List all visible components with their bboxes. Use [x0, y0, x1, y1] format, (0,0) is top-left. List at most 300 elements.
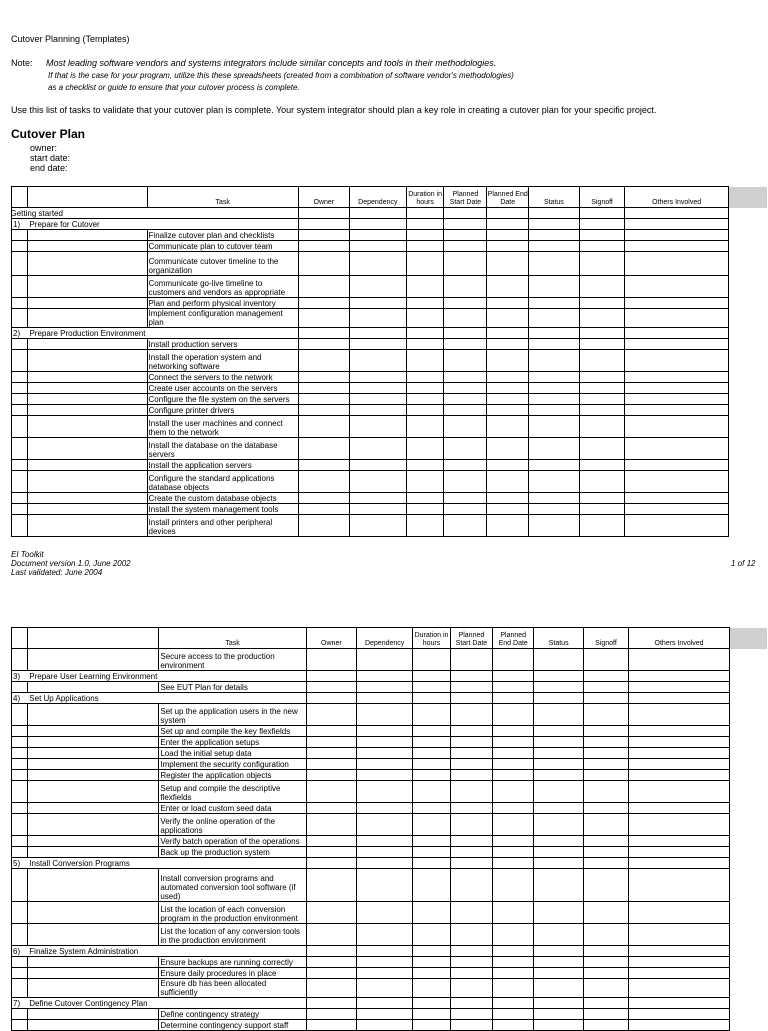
duration-cell[interactable] [406, 438, 444, 460]
others-involved-cell[interactable] [628, 968, 729, 979]
status-cell[interactable] [534, 803, 584, 814]
owner-cell[interactable] [306, 869, 356, 902]
signoff-cell[interactable] [579, 208, 625, 219]
status-cell[interactable] [534, 836, 584, 847]
dependency-cell[interactable] [356, 781, 412, 803]
signoff-cell[interactable] [579, 460, 625, 471]
planned-start-cell[interactable] [444, 394, 487, 405]
others-involved-cell[interactable] [628, 998, 729, 1009]
owner-cell[interactable] [306, 649, 356, 671]
owner-cell[interactable] [298, 230, 349, 241]
duration-cell[interactable] [413, 968, 450, 979]
signoff-cell[interactable] [579, 504, 625, 515]
planned-end-cell[interactable] [493, 946, 534, 957]
planned-start-cell[interactable] [450, 671, 493, 682]
planned-end-cell[interactable] [493, 847, 534, 858]
dependency-cell[interactable] [356, 847, 412, 858]
dependency-cell[interactable] [356, 649, 412, 671]
planned-end-cell[interactable] [493, 1009, 534, 1020]
duration-cell[interactable] [413, 803, 450, 814]
owner-cell[interactable] [306, 693, 356, 704]
owner-cell[interactable] [298, 328, 349, 339]
planned-end-cell[interactable] [487, 309, 528, 328]
duration-cell[interactable] [406, 493, 444, 504]
others-involved-cell[interactable] [628, 726, 729, 737]
owner-cell[interactable] [306, 998, 356, 1009]
signoff-cell[interactable] [584, 836, 629, 847]
status-cell[interactable] [528, 208, 579, 219]
owner-cell[interactable] [298, 493, 349, 504]
planned-start-cell[interactable] [450, 649, 493, 671]
owner-cell[interactable] [298, 219, 349, 230]
dependency-cell[interactable] [349, 219, 406, 230]
others-involved-cell[interactable] [628, 748, 729, 759]
others-involved-cell[interactable] [625, 460, 729, 471]
status-cell[interactable] [528, 515, 579, 537]
planned-start-cell[interactable] [450, 803, 493, 814]
status-cell[interactable] [534, 726, 584, 737]
owner-cell[interactable] [306, 836, 356, 847]
duration-cell[interactable] [413, 770, 450, 781]
signoff-cell[interactable] [584, 770, 629, 781]
others-involved-cell[interactable] [625, 328, 729, 339]
owner-cell[interactable] [306, 704, 356, 726]
others-involved-cell[interactable] [628, 979, 729, 998]
signoff-cell[interactable] [579, 471, 625, 493]
signoff-cell[interactable] [584, 682, 629, 693]
planned-start-cell[interactable] [450, 836, 493, 847]
duration-cell[interactable] [413, 737, 450, 748]
planned-start-cell[interactable] [450, 704, 493, 726]
status-cell[interactable] [534, 781, 584, 803]
dependency-cell[interactable] [356, 968, 412, 979]
status-cell[interactable] [528, 276, 579, 298]
planned-end-cell[interactable] [487, 241, 528, 252]
dependency-cell[interactable] [349, 298, 406, 309]
status-cell[interactable] [534, 924, 584, 946]
planned-end-cell[interactable] [493, 957, 534, 968]
owner-cell[interactable] [306, 781, 356, 803]
status-cell[interactable] [528, 241, 579, 252]
planned-end-cell[interactable] [487, 394, 528, 405]
status-cell[interactable] [534, 1020, 584, 1031]
status-cell[interactable] [528, 460, 579, 471]
signoff-cell[interactable] [579, 394, 625, 405]
owner-cell[interactable] [306, 858, 356, 869]
others-involved-cell[interactable] [625, 471, 729, 493]
status-cell[interactable] [528, 471, 579, 493]
duration-cell[interactable] [406, 383, 444, 394]
others-involved-cell[interactable] [625, 438, 729, 460]
owner-cell[interactable] [298, 471, 349, 493]
planned-end-cell[interactable] [493, 737, 534, 748]
duration-cell[interactable] [406, 460, 444, 471]
others-involved-cell[interactable] [625, 339, 729, 350]
planned-end-cell[interactable] [487, 350, 528, 372]
dependency-cell[interactable] [349, 252, 406, 276]
planned-start-cell[interactable] [444, 252, 487, 276]
status-cell[interactable] [534, 682, 584, 693]
dependency-cell[interactable] [349, 515, 406, 537]
status-cell[interactable] [528, 328, 579, 339]
status-cell[interactable] [528, 493, 579, 504]
duration-cell[interactable] [413, 671, 450, 682]
planned-start-cell[interactable] [450, 869, 493, 902]
planned-end-cell[interactable] [487, 504, 528, 515]
planned-start-cell[interactable] [444, 493, 487, 504]
planned-start-cell[interactable] [444, 309, 487, 328]
status-cell[interactable] [534, 902, 584, 924]
duration-cell[interactable] [406, 372, 444, 383]
dependency-cell[interactable] [349, 438, 406, 460]
duration-cell[interactable] [413, 979, 450, 998]
duration-cell[interactable] [413, 814, 450, 836]
dependency-cell[interactable] [356, 957, 412, 968]
owner-cell[interactable] [298, 405, 349, 416]
signoff-cell[interactable] [584, 693, 629, 704]
others-involved-cell[interactable] [625, 504, 729, 515]
planned-end-cell[interactable] [487, 438, 528, 460]
signoff-cell[interactable] [584, 814, 629, 836]
planned-start-cell[interactable] [450, 770, 493, 781]
status-cell[interactable] [528, 438, 579, 460]
dependency-cell[interactable] [356, 1009, 412, 1020]
signoff-cell[interactable] [579, 276, 625, 298]
planned-end-cell[interactable] [487, 328, 528, 339]
planned-end-cell[interactable] [487, 339, 528, 350]
planned-end-cell[interactable] [487, 298, 528, 309]
owner-cell[interactable] [298, 515, 349, 537]
planned-end-cell[interactable] [493, 649, 534, 671]
planned-end-cell[interactable] [487, 493, 528, 504]
dependency-cell[interactable] [349, 493, 406, 504]
planned-end-cell[interactable] [487, 276, 528, 298]
owner-cell[interactable] [306, 946, 356, 957]
dependency-cell[interactable] [349, 394, 406, 405]
status-cell[interactable] [534, 814, 584, 836]
signoff-cell[interactable] [584, 704, 629, 726]
signoff-cell[interactable] [584, 957, 629, 968]
dependency-cell[interactable] [349, 372, 406, 383]
duration-cell[interactable] [406, 298, 444, 309]
others-involved-cell[interactable] [625, 372, 729, 383]
others-involved-cell[interactable] [628, 847, 729, 858]
signoff-cell[interactable] [579, 416, 625, 438]
signoff-cell[interactable] [584, 847, 629, 858]
duration-cell[interactable] [406, 350, 444, 372]
duration-cell[interactable] [406, 416, 444, 438]
dependency-cell[interactable] [356, 748, 412, 759]
others-involved-cell[interactable] [628, 803, 729, 814]
signoff-cell[interactable] [579, 328, 625, 339]
signoff-cell[interactable] [584, 869, 629, 902]
duration-cell[interactable] [406, 504, 444, 515]
owner-cell[interactable] [306, 814, 356, 836]
others-involved-cell[interactable] [628, 671, 729, 682]
status-cell[interactable] [528, 339, 579, 350]
owner-cell[interactable] [306, 1009, 356, 1020]
planned-end-cell[interactable] [487, 208, 528, 219]
status-cell[interactable] [534, 649, 584, 671]
status-cell[interactable] [528, 219, 579, 230]
planned-end-cell[interactable] [493, 693, 534, 704]
owner-cell[interactable] [298, 276, 349, 298]
dependency-cell[interactable] [349, 309, 406, 328]
planned-start-cell[interactable] [444, 328, 487, 339]
others-involved-cell[interactable] [628, 858, 729, 869]
status-cell[interactable] [528, 416, 579, 438]
status-cell[interactable] [534, 979, 584, 998]
owner-cell[interactable] [298, 438, 349, 460]
planned-start-cell[interactable] [450, 924, 493, 946]
others-involved-cell[interactable] [625, 298, 729, 309]
status-cell[interactable] [534, 957, 584, 968]
planned-end-cell[interactable] [493, 836, 534, 847]
owner-cell[interactable] [306, 957, 356, 968]
planned-end-cell[interactable] [487, 515, 528, 537]
duration-cell[interactable] [406, 471, 444, 493]
owner-cell[interactable] [306, 979, 356, 998]
planned-end-cell[interactable] [493, 770, 534, 781]
others-involved-cell[interactable] [628, 649, 729, 671]
planned-start-cell[interactable] [450, 858, 493, 869]
planned-start-cell[interactable] [450, 737, 493, 748]
status-cell[interactable] [534, 869, 584, 902]
owner-cell[interactable] [306, 1020, 356, 1031]
dependency-cell[interactable] [356, 737, 412, 748]
planned-start-cell[interactable] [444, 241, 487, 252]
planned-end-cell[interactable] [493, 704, 534, 726]
dependency-cell[interactable] [356, 858, 412, 869]
planned-start-cell[interactable] [444, 339, 487, 350]
duration-cell[interactable] [413, 998, 450, 1009]
planned-end-cell[interactable] [493, 858, 534, 869]
planned-end-cell[interactable] [493, 759, 534, 770]
duration-cell[interactable] [413, 781, 450, 803]
others-involved-cell[interactable] [625, 515, 729, 537]
others-involved-cell[interactable] [625, 383, 729, 394]
planned-end-cell[interactable] [487, 383, 528, 394]
owner-cell[interactable] [298, 416, 349, 438]
planned-start-cell[interactable] [444, 230, 487, 241]
planned-start-cell[interactable] [450, 957, 493, 968]
owner-cell[interactable] [306, 902, 356, 924]
status-cell[interactable] [534, 998, 584, 1009]
signoff-cell[interactable] [584, 748, 629, 759]
planned-start-cell[interactable] [450, 693, 493, 704]
others-involved-cell[interactable] [628, 781, 729, 803]
owner-cell[interactable] [298, 298, 349, 309]
planned-start-cell[interactable] [450, 998, 493, 1009]
signoff-cell[interactable] [584, 726, 629, 737]
owner-cell[interactable] [306, 759, 356, 770]
planned-end-cell[interactable] [493, 869, 534, 902]
owner-cell[interactable] [306, 968, 356, 979]
duration-cell[interactable] [413, 924, 450, 946]
signoff-cell[interactable] [584, 902, 629, 924]
others-involved-cell[interactable] [625, 219, 729, 230]
duration-cell[interactable] [413, 869, 450, 902]
dependency-cell[interactable] [356, 803, 412, 814]
status-cell[interactable] [534, 968, 584, 979]
planned-end-cell[interactable] [487, 416, 528, 438]
others-involved-cell[interactable] [625, 394, 729, 405]
duration-cell[interactable] [406, 276, 444, 298]
signoff-cell[interactable] [584, 803, 629, 814]
duration-cell[interactable] [413, 1020, 450, 1031]
others-involved-cell[interactable] [625, 309, 729, 328]
dependency-cell[interactable] [356, 836, 412, 847]
dependency-cell[interactable] [356, 869, 412, 902]
owner-cell[interactable] [306, 924, 356, 946]
others-involved-cell[interactable] [628, 737, 729, 748]
signoff-cell[interactable] [584, 759, 629, 770]
status-cell[interactable] [528, 405, 579, 416]
planned-start-cell[interactable] [450, 682, 493, 693]
others-involved-cell[interactable] [628, 770, 729, 781]
others-involved-cell[interactable] [625, 230, 729, 241]
status-cell[interactable] [534, 671, 584, 682]
others-involved-cell[interactable] [628, 946, 729, 957]
signoff-cell[interactable] [584, 781, 629, 803]
dependency-cell[interactable] [349, 350, 406, 372]
duration-cell[interactable] [413, 759, 450, 770]
planned-start-cell[interactable] [450, 946, 493, 957]
status-cell[interactable] [528, 372, 579, 383]
owner-cell[interactable] [298, 252, 349, 276]
signoff-cell[interactable] [584, 671, 629, 682]
status-cell[interactable] [534, 693, 584, 704]
dependency-cell[interactable] [349, 230, 406, 241]
dependency-cell[interactable] [356, 682, 412, 693]
dependency-cell[interactable] [349, 328, 406, 339]
planned-start-cell[interactable] [450, 759, 493, 770]
others-involved-cell[interactable] [628, 693, 729, 704]
owner-cell[interactable] [306, 770, 356, 781]
status-cell[interactable] [534, 1009, 584, 1020]
others-involved-cell[interactable] [628, 704, 729, 726]
others-involved-cell[interactable] [628, 869, 729, 902]
owner-cell[interactable] [306, 682, 356, 693]
signoff-cell[interactable] [584, 1009, 629, 1020]
duration-cell[interactable] [413, 858, 450, 869]
owner-cell[interactable] [306, 803, 356, 814]
duration-cell[interactable] [413, 693, 450, 704]
planned-end-cell[interactable] [487, 372, 528, 383]
others-involved-cell[interactable] [628, 836, 729, 847]
status-cell[interactable] [528, 230, 579, 241]
signoff-cell[interactable] [584, 998, 629, 1009]
signoff-cell[interactable] [579, 438, 625, 460]
planned-end-cell[interactable] [493, 979, 534, 998]
others-involved-cell[interactable] [628, 682, 729, 693]
planned-end-cell[interactable] [493, 726, 534, 737]
others-involved-cell[interactable] [628, 957, 729, 968]
planned-start-cell[interactable] [444, 219, 487, 230]
others-involved-cell[interactable] [628, 814, 729, 836]
duration-cell[interactable] [413, 946, 450, 957]
signoff-cell[interactable] [579, 241, 625, 252]
planned-end-cell[interactable] [487, 460, 528, 471]
signoff-cell[interactable] [579, 219, 625, 230]
dependency-cell[interactable] [356, 726, 412, 737]
status-cell[interactable] [528, 309, 579, 328]
status-cell[interactable] [528, 252, 579, 276]
status-cell[interactable] [528, 504, 579, 515]
owner-cell[interactable] [298, 372, 349, 383]
duration-cell[interactable] [406, 515, 444, 537]
owner-cell[interactable] [306, 726, 356, 737]
others-involved-cell[interactable] [628, 924, 729, 946]
dependency-cell[interactable] [349, 383, 406, 394]
status-cell[interactable] [534, 946, 584, 957]
others-involved-cell[interactable] [628, 1020, 729, 1031]
signoff-cell[interactable] [579, 252, 625, 276]
status-cell[interactable] [528, 394, 579, 405]
others-involved-cell[interactable] [628, 1009, 729, 1020]
dependency-cell[interactable] [349, 208, 406, 219]
duration-cell[interactable] [406, 241, 444, 252]
others-involved-cell[interactable] [625, 405, 729, 416]
planned-start-cell[interactable] [450, 847, 493, 858]
planned-start-cell[interactable] [450, 726, 493, 737]
duration-cell[interactable] [406, 208, 444, 219]
others-involved-cell[interactable] [625, 416, 729, 438]
duration-cell[interactable] [406, 230, 444, 241]
owner-cell[interactable] [298, 309, 349, 328]
dependency-cell[interactable] [349, 471, 406, 493]
duration-cell[interactable] [406, 394, 444, 405]
status-cell[interactable] [534, 737, 584, 748]
owner-cell[interactable] [306, 748, 356, 759]
signoff-cell[interactable] [579, 405, 625, 416]
duration-cell[interactable] [406, 219, 444, 230]
duration-cell[interactable] [406, 252, 444, 276]
status-cell[interactable] [534, 748, 584, 759]
status-cell[interactable] [534, 704, 584, 726]
signoff-cell[interactable] [584, 979, 629, 998]
planned-start-cell[interactable] [444, 471, 487, 493]
signoff-cell[interactable] [579, 339, 625, 350]
duration-cell[interactable] [413, 902, 450, 924]
planned-end-cell[interactable] [493, 968, 534, 979]
dependency-cell[interactable] [349, 504, 406, 515]
duration-cell[interactable] [413, 649, 450, 671]
planned-start-cell[interactable] [450, 1020, 493, 1031]
others-involved-cell[interactable] [628, 759, 729, 770]
duration-cell[interactable] [413, 748, 450, 759]
planned-start-cell[interactable] [444, 438, 487, 460]
dependency-cell[interactable] [356, 770, 412, 781]
others-involved-cell[interactable] [625, 241, 729, 252]
planned-end-cell[interactable] [493, 998, 534, 1009]
others-involved-cell[interactable] [625, 252, 729, 276]
planned-start-cell[interactable] [444, 350, 487, 372]
duration-cell[interactable] [413, 1009, 450, 1020]
dependency-cell[interactable] [356, 704, 412, 726]
planned-end-cell[interactable] [487, 471, 528, 493]
signoff-cell[interactable] [584, 1020, 629, 1031]
status-cell[interactable] [534, 858, 584, 869]
dependency-cell[interactable] [349, 416, 406, 438]
dependency-cell[interactable] [349, 339, 406, 350]
dependency-cell[interactable] [349, 405, 406, 416]
owner-cell[interactable] [298, 504, 349, 515]
owner-cell[interactable] [306, 847, 356, 858]
dependency-cell[interactable] [356, 998, 412, 1009]
dependency-cell[interactable] [349, 241, 406, 252]
planned-end-cell[interactable] [493, 803, 534, 814]
